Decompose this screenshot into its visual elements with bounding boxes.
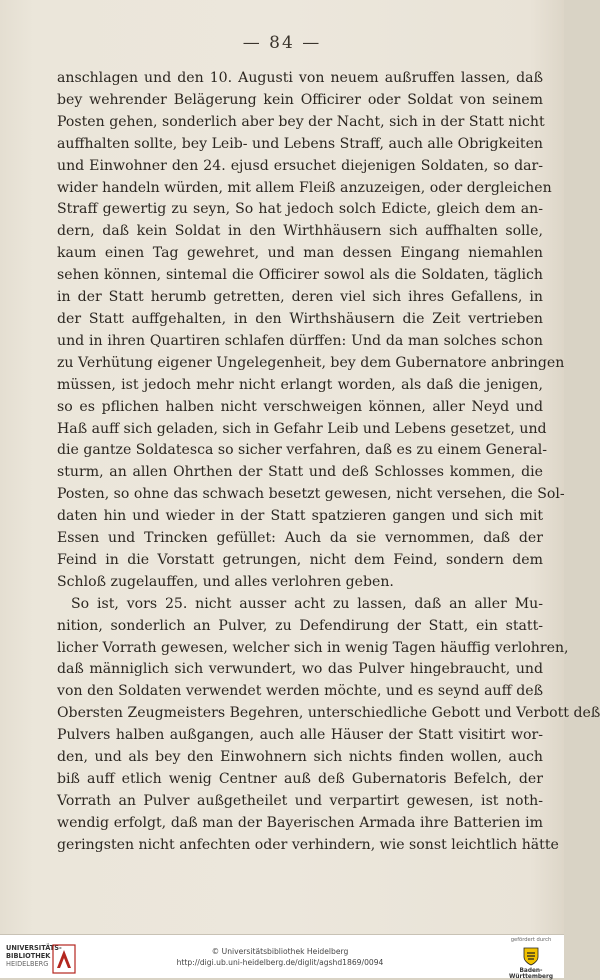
text-line: biß auff etlich wenig Centner auß deß Gubernatoris Befelch, der — [57, 771, 543, 787]
text-line: Straff gewertig zu seyn, So hat jedoch solch Edicte, gleich dem an- — [57, 201, 543, 218]
text-line: auffhalten sollte, bey Leib- und Lebens Straff, auch alle Obrigkeiten — [57, 135, 543, 152]
library-name: UNIVERSITÄTS- BIBLIOTHEK HEIDELBERG — [6, 944, 62, 968]
text-line: von den Soldaten verwendet werden möchte, und es seynd auff deß — [57, 683, 543, 700]
sponsor-name: Baden-Württemberg — [509, 968, 553, 980]
footer-bar — [0, 934, 564, 978]
text-line: wider handeln würden, mit allem Fleiß anzuzeigen, oder dergleichen — [57, 179, 552, 196]
text-line: die gantze Soldatesca so sicher verfahren, daß es zu einem General- — [57, 442, 548, 459]
library-logo[interactable] — [6, 942, 76, 974]
text-line: daß männiglich sich verwundert, wo das Pulver hingebraucht, und — [57, 661, 543, 678]
footer-credit — [120, 946, 440, 968]
text-line: Haß auff sich geladen, sich in Gefahr Leib und Lebens gesetzet, und — [57, 420, 547, 437]
text-line: dern, daß kein Soldat in den Wirthhäusern sich auffhalten solle, — [57, 223, 543, 240]
text-line: licher Vorrath gewesen, welcher sich in wenig Tagen häuffig verlohren, — [57, 639, 569, 656]
library-emblem-icon — [52, 944, 76, 974]
text-line: in der Statt herumb getretten, deren viel sich ihres Gefallens, in — [57, 289, 543, 306]
state-emblem-icon — [520, 945, 542, 967]
body-text — [57, 68, 600, 857]
text-line: bey wehrender Belägerung kein Officirer oder Soldat von seinem — [57, 91, 543, 108]
sponsor-block — [504, 937, 558, 980]
text-line: so es pflichen halben nicht verschweigen können, aller Neyd und — [57, 398, 543, 415]
text-line: den, und als bey den Einwohnern sich nichts finden wollen, auch — [57, 749, 543, 766]
text-line: Feind in die Vorstatt getrungen, nicht dem Feind, sondern dem — [57, 551, 543, 568]
text-line: So ist, vors 25. nicht ausser acht zu lassen, daß an aller Mu- — [71, 595, 543, 612]
text-line: anschlagen und den 10. Augusti von neuem außruffen lassen, daß — [57, 70, 543, 86]
text-line: Posten, so ohne das schwach besetzt gewesen, nicht versehen, die Sol- — [57, 486, 565, 503]
text-line: daten hin und wieder in der Statt spatzieren gangen und sich mit — [57, 508, 543, 525]
text-line: sehen können, sintemal die Officirer sowol als die Soldaten, täglich — [57, 267, 543, 284]
text-line: Essen und Trincken gefüllet: Auch da sie vernommen, daß der — [57, 530, 543, 547]
text-line: zu Verhütung eigener Ungelegenheit, bey dem Gubernatore anbringen — [57, 354, 565, 371]
text-line: sturm, an allen Ohrthen der Statt und deß Schlosses kommen, die — [57, 464, 543, 481]
text-line: Schloß zugelauffen, und alles verlohren geben. — [57, 573, 394, 590]
text-line: Obersten Zeugmeisters Begehren, unterschiedliche Gebott und Verbott deß — [57, 705, 600, 722]
source-url-link[interactable]: http://digi.ub.uni-heidelberg.de/diglit/agshd1869/0094 — [176, 958, 384, 967]
copyright-text: © Universitätsbibliothek Heidelberg — [211, 947, 349, 956]
text-line: kaum einen Tag gewehret, und man dessen Eingang niemahlen — [57, 245, 543, 262]
text-line: Vorrath an Pulver außgetheilet und verpartirt gewesen, ist noth- — [57, 792, 543, 809]
text-line: wendig erfolgt, daß man der Bayerischen Armada ihre Batterien im — [57, 814, 543, 831]
text-line: und Einwohner den 24. ejusd ersuchet diejenigen Soldaten, so dar- — [57, 157, 543, 174]
text-line: der Statt auffgehalten, in den Wirthshäusern die Zeit vertrieben — [57, 310, 543, 327]
text-line: und in ihren Quartiren schlafen dürffen: Und da man solches schon — [57, 332, 543, 349]
text-line: Posten gehen, sonderlich aber bey der Nacht, sich in der Statt nicht — [57, 113, 545, 130]
text-line: müssen, ist jedoch mehr nicht erlangt worden, als daß die jenigen, — [57, 376, 543, 393]
sponsor-caption: gefördert durch — [510, 937, 552, 943]
text-line: Pulvers halben außgangen, auch alle Häuser der Statt visitirt wor- — [57, 727, 543, 744]
text-line: nition, sonderlich an Pulver, zu Defendirung der Statt, ein statt- — [57, 617, 543, 634]
text-line: geringsten nicht anfechten oder verhindern, wie sonst leichtlich hätte — [57, 836, 559, 853]
page-number: — 84 — — [242, 33, 322, 53]
